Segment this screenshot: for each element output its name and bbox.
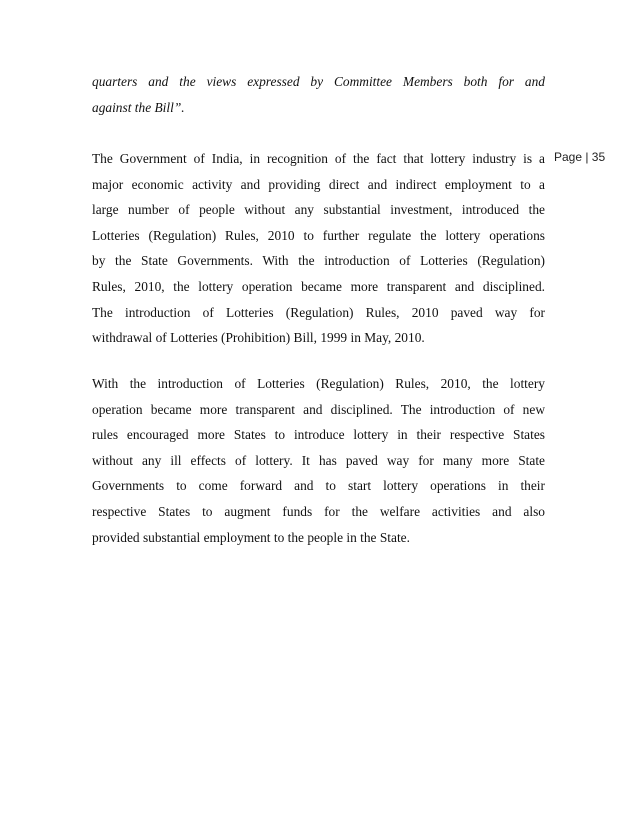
quote-continuation	[92, 69, 545, 120]
text-line: large number of people without any substantial investment, introduced the	[92, 202, 545, 218]
text-line: withdrawal of Lotteries (Prohibition) Bill, 1999 in May, 2010.	[92, 330, 425, 346]
page-number: Page | 35	[554, 150, 606, 164]
paragraph-government-of-india	[92, 146, 545, 351]
text-line: Rules, 2010, the lottery operation became more transparent and disciplined.	[92, 278, 545, 294]
text-line: rules encouraged more States to introduce lottery in their respective States	[92, 427, 545, 443]
text-line: quarters and the views expressed by Committee Members both for and	[92, 74, 545, 89]
text-line: The Government of India, in recognition of the fact that lottery industry is a	[92, 151, 545, 166]
text-line: operation became more transparent and disciplined. The introduction of new	[92, 401, 545, 417]
text-line: respective States to augment funds for the welfare activities and also	[92, 503, 545, 519]
text-line: major economic activity and providing direct and indirect employment to a	[92, 176, 545, 192]
text-line: provided substantial employment to the people in the State.	[92, 529, 410, 545]
text-line: The introduction of Lotteries (Regulation) Rules, 2010 paved way for	[92, 304, 545, 320]
paragraph-lottery-rules-impact	[92, 371, 545, 550]
text-line: against the Bill”.	[92, 99, 185, 115]
text-line: With the introduction of Lotteries (Regulation) Rules, 2010, the lottery	[92, 376, 545, 391]
text-line: without any ill effects of lottery. It has paved way for many more State	[92, 452, 545, 468]
text-line: Governments to come forward and to start lottery operations in their	[92, 478, 545, 494]
text-line: by the State Governments. With the introduction of Lotteries (Regulation)	[92, 253, 545, 269]
text-line: Lotteries (Regulation) Rules, 2010 to further regulate the lottery operations	[92, 227, 545, 243]
